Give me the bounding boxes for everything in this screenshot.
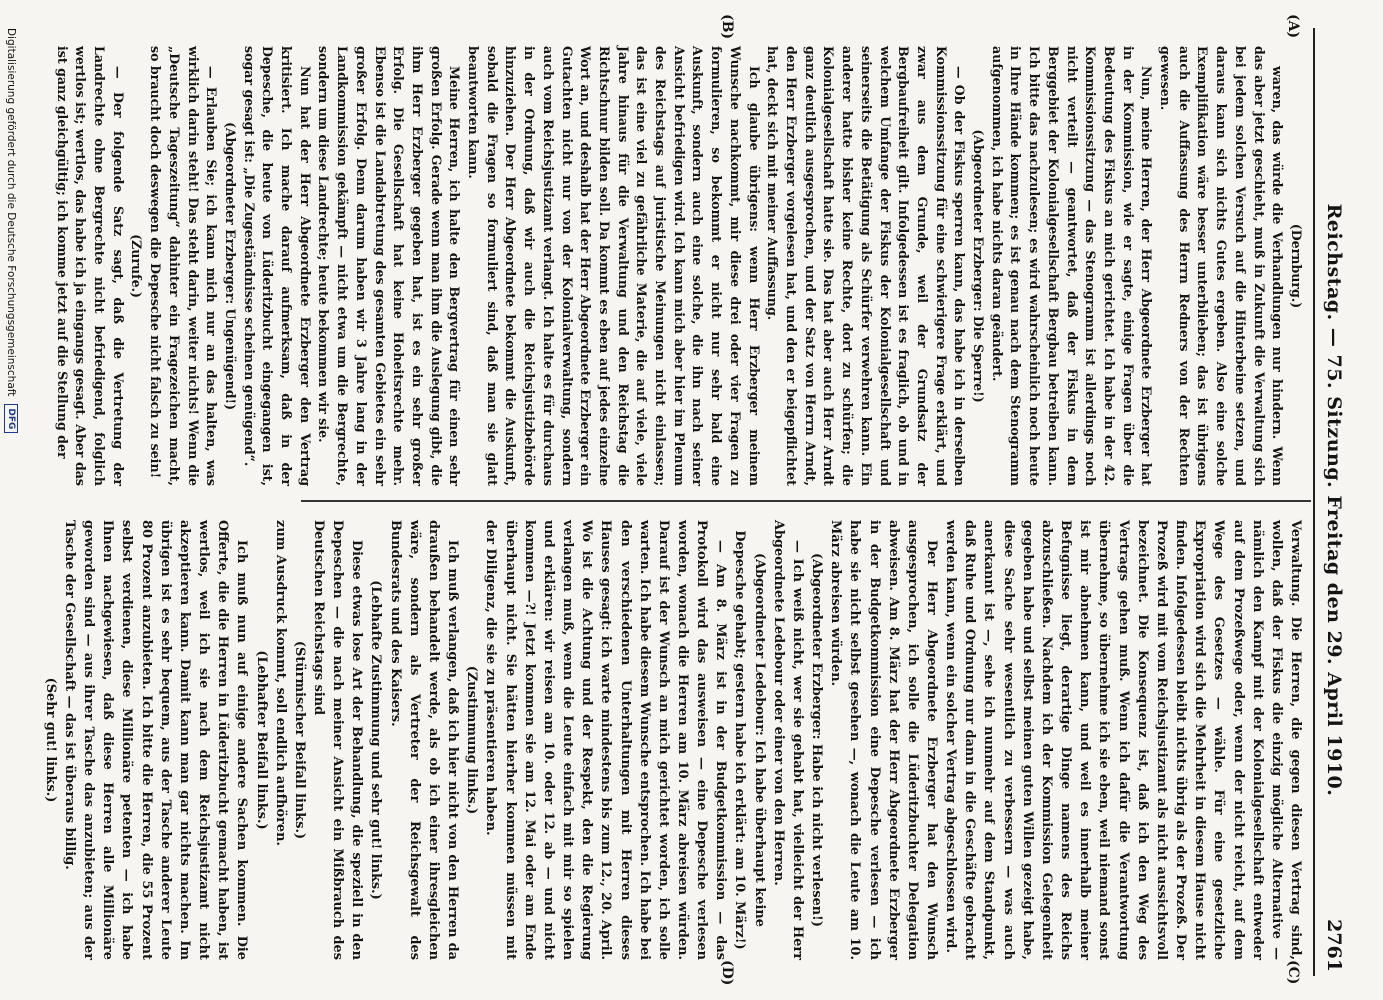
column-separator bbox=[301, 500, 1311, 502]
header-rule bbox=[1313, 28, 1315, 976]
interjection: (Sehr gut! links.) bbox=[42, 677, 58, 803]
margin-letter-c: (C) bbox=[1285, 960, 1301, 985]
interjection: (Abgeordneter Erzberger: Die Sperre!) bbox=[971, 129, 987, 403]
digitization-credit bbox=[0, 0, 22, 1000]
credit-text: Digitalisierung gefördert durch die Deutsche Forschungsgemeinschaft bbox=[5, 28, 17, 397]
page-number: 2761 bbox=[1323, 919, 1345, 972]
page-title: Reichstag. — 75. Sitzung. Freitag den 29. April 1910. bbox=[1323, 203, 1345, 797]
interjection: (Lebhafter Beifall links.) bbox=[253, 650, 269, 830]
interjection: (Stürmischer Beifall links.) bbox=[291, 640, 307, 840]
paragraph: Ich muß verlangen, daß ich hier nicht von den Herren da draußen behandelt werde, als ob ich einer ihresgleichen wäre, sondern als Vertreter der Reichsgewalt des Bundesrats und des Kaisers. bbox=[387, 520, 461, 960]
interjection: (Zurufe.) bbox=[129, 234, 145, 298]
margin-letter-d: (D) bbox=[719, 960, 735, 986]
paragraph: Ich glaube übrigens: wenn Herr Erzberger meinem Wunsche nachkommt, mir diese drei oder vier Fragen zu formulieren, so bekommt er nicht nur sehr bald eine Auskunft, sondern auch eine solche, die ihn nach seiner Ansicht befriedigen wird. Ich kann mich aber hier im Plenum des Reichstags auf juristische Meinungen nicht einlassen; das ist eine viel zu gefährliche Materie, die auf viele, viele Jahre hinaus für die Verwaltung und den Reichstag die Richtschnur bilden soll. Da kommt es eben auf jedes einzelne Wort an, und deshalb hat der Herr Abgeordnete Erzberger ein Gutachten nicht nur von der Kolonialverwaltung, sondern auch vom Reichsjustizamt verlangt. Ich halte es für durchaus in der Ordnung, daß wir auch die Reichsjustizbehörde hinzuziehen. Der Herr Abgeordnete bekommt die Auskunft, sobald die Fragen so formuliert sind, daß man sie glatt beantworten kann. bbox=[466, 46, 762, 486]
dfg-logo: DFG bbox=[4, 404, 18, 433]
paragraph: — Am 8. März ist in der Budgetkommission — das Protokoll wird das ausweisen — eine Depesche verlesen worden, wonach die Herren am 10. März abreisen würden. Darauf ist der Wunsch an mich gerichtet worden, ich solle warten. Ich habe diesem Wunsche entsprochen. Ich habe bei den verschiedenen Unterhaltungen mit Herren dieses Hauses gesagt: ich warte mindestens bis zum 12., 20. April. Wo ist die Achtung und der Respekt, den die Regierung verlangen muß, wenn die Leute einfach mit mir so spielen und erklären: wir reisen am 10. oder 12. ab — und nicht kommen —?! Jetzt kommen sie am 12. Mai oder am Ende überhaupt nicht. Sie hätten hierher kommen müssen mit der Diligenz, die sie zu präsentieren haben. bbox=[483, 520, 729, 960]
interjection: (Abgeordneter Erzberger: Habe ich nicht verlesen!) bbox=[809, 553, 825, 927]
page-header bbox=[1309, 20, 1349, 980]
paragraph: Verwaltung. Die Herren, die gegen diesen Vertrag sind, wollen, daß der Fiskus die einzig mögliche Alternative — nämlich den Kampf mit der Kolonialgesellschaft entweder auf dem Prozeßwege oder, wenn der nicht reicht, auf dem Wege des Gesetzes — wähle. Für eine gesetzliche Expropriation wird sich die Mehrheit in diesem Hause nicht finden. Infolgedessen bleibt nichts übrig als der Prozeß. Der Prozeß wird mit vom Reichsjustizamt als nicht aussichtsvoll bezeichnet. Die Konsequenz ist, daß ich den Weg des Vertrags gehen muß. Wenn ich dafür die Verantwortung übernehme, so übernehme ich sie eben, weil niemand sonst ist mir abnehmen kann, und weil es innerhalb meiner Befugnisse liegt, derartige Dinge namens des Reichs abzuschließen. Nachdem ich der Kommission Gelegenheit gegeben habe und selbst meinen guten Willen gezeigt habe, diese Sache sehr wesentlich zu verbessern — was auch anerkannt ist —, sehe ich nunmehr auf dem Standpunkt, daß Ruhe und Ordnung nur dann in die Geschäfte gebracht werden kann, wenn ein solcher Vertrag abgeschlossen wird. bbox=[943, 520, 1303, 960]
paragraph: waren, das würde die Verhandlungen nur hindern. Wenn das aber jetzt geschieht, muß in Zukunft die Verwaltung sich bei jedem solchen Versuch auf die Hinterbeine setzen, und daraus kann sich nichts Gutes ergeben. Also eine solche Exemplifikation wäre besser unterblieben; das ist übrigens auch die Auffassung des Herrn Redners von der Rechten gewesen. bbox=[1158, 46, 1286, 486]
left-column bbox=[52, 46, 1305, 486]
right-column bbox=[41, 520, 1305, 960]
margin-letter-a: (A) bbox=[1285, 14, 1301, 39]
paragraph: Diese etwas lose Art der Behandlung, die speziell in den Depeschen — die nach meiner Ansicht ein Mißbrauch des Deutschen Reichstags sind bbox=[311, 520, 365, 960]
paragraph: Der Herr Abgeordnete Erzberger hat den Wunsch ausgesprochen, ich solle die Lüderitzbuchter Delegation abweisen. Am 8. März hat der Herr Abgeordnete Erzberger in der Budgetkommission eine Depesche verlesen — ich habe sie nicht selbst gesehen —, wonach die Leute am 10. März abreisen würden. bbox=[828, 520, 940, 960]
paragraph: — Ob der Fiskus sperren kann, das habe ich in derselben Kommissionssitzung für eine schwierigere Frage erklärt, und zwar aus dem Grunde, weil der Grundsatz der Bergbaufreiheit gilt. Infolgedessen ist es fraglich, ob und in welchem Umfange der Fiskus der Kolonialgesellschaft und seinerseits die Betätigung als Schürfer verwehren kann. Ein anderer hatte bisher keine Rechte, dort zu schürfen; die Kolonialgesellschaft hatte sie. Das hat aber auch Herr Arndt ganz deutlich ausgesprochen, und der Satz von Herrn Arndt, den Herr Erzberger vorgelesen hat, und den er beigepflichtet hat, deckt sich mit meiner Auffassung. bbox=[765, 46, 968, 486]
speaker-name: (Dernburg.) bbox=[1289, 223, 1304, 309]
paragraph: Nun, meine Herren, der Herr Abgeordnete Erzberger hat in der Kommission, wie er sagte, einige Fragen über die Bedeutung des Fiskus an mich gerichtet. Ich habe in der 42. Kommissionssitzung — das Stenogramm ist allerdings noch nicht verteilt — geantwortet, daß der Fiskus in dem Berggebiet der Kolonialgesellschaft Bergbau betreiben kann. Ich bitte das nachzulesen; es wird wahrscheinlich noch heute in Ihre Hände kommen; es ist genau nach dem Stenogramm aufgenommen, ich habe nichts daran geändert. bbox=[989, 46, 1155, 486]
paragraph: Nun hat der Herr Abgeordnete Erzberger den Vertrag kritisiert. Ich mache darauf aufmerksam, daß in der Depesche, die heute von Lüderitzbucht eingegangen ist, sogar gesagt ist: „Die Zugeständnisse scheinen genügend“. bbox=[241, 46, 313, 486]
paragraph: Ich muß nun auf einige andere Sachen kommen. Die Offerte, die die Herren in Lüderitzbucht gemacht haben, ist wertlos, weil ich sie nach dem Reichsjustizamt nicht akzeptieren kann. Damit kann man gar nichts machen. Im übrigen ist es sehr bequem, aus der Tasche anderer Leute 80 Prozent anzubieten. Ich bitte die Herren, die 55 Prozent selbst verdienen, diese Millionäre petenten — ich habe Ihnen nachgewiesen, daß diese Herren alle Millionäre geworden sind — aus ihrer Tasche das anzubieten; aus der Tasche der Gesellschaft — das ist überaus billig. bbox=[62, 520, 250, 960]
margin-letter-b: (B) bbox=[719, 14, 735, 40]
paragraph: — Der folgende Satz sagt, daß die Vertretung der Landrechte ohne Bergrechte nicht befriedigend, folglich wertlos ist; wertlos, das habe ich ja eingangs gesagt. Aber das ist ganz gleichgültig; ich komme jetzt auf die Stellung der bbox=[54, 46, 126, 486]
interjection: (Abgeordneter Ledebour: Ich habe überhaupt keine Depesche gehabt; gestern habe ich erklärt: am 10. März!) bbox=[732, 530, 767, 950]
interjection: (Abgeordneter Erzberger: Ungenügend!) bbox=[222, 121, 238, 411]
interjection: (Zustimmung links.) bbox=[464, 665, 480, 815]
interjection: (Lebhafte Zustimmung und sehr gut! links.) bbox=[368, 580, 384, 900]
paragraph: — Ich weiß nicht, wer sie gehabt hat, vielleicht der Herr Abgeordnete Ledebour oder einer von den Herren. bbox=[770, 520, 805, 960]
paragraph: Meine Herren, ich halte den Bergvertrag für einen sehr großen Erfolg. Gerade wenn man ihm die Auslegung gibt, die ihm Herr Erzberger gegeben hat, ist es ein sehr großer Erfolg. Die Gesellschaft hat keine Hoheitsrechte mehr. Ebenso ist die Landabtretung des gesamten Gebietes ein sehr großer Erfolg. Denn darum haben wir 3 Jahre lang in der Landkommission gekämpft — nicht etwa um die Bergrechte, sondern um diese Landrechte; heute bekommen wir sie. bbox=[316, 46, 463, 486]
paragraph: zum Ausdruck kommt, soll endlich aufhören. bbox=[272, 520, 288, 846]
paragraph: — Erlauben Sie; ich kann mich nur an das halten, was wirklich darin steht! Das steht darin, weiter nichts! Wenn die „Deutsche Tageszeitung“ dahinter ein Fragezeichen macht, so braucht doch deswegen die Depesche nicht falsch zu sein! bbox=[148, 46, 220, 486]
